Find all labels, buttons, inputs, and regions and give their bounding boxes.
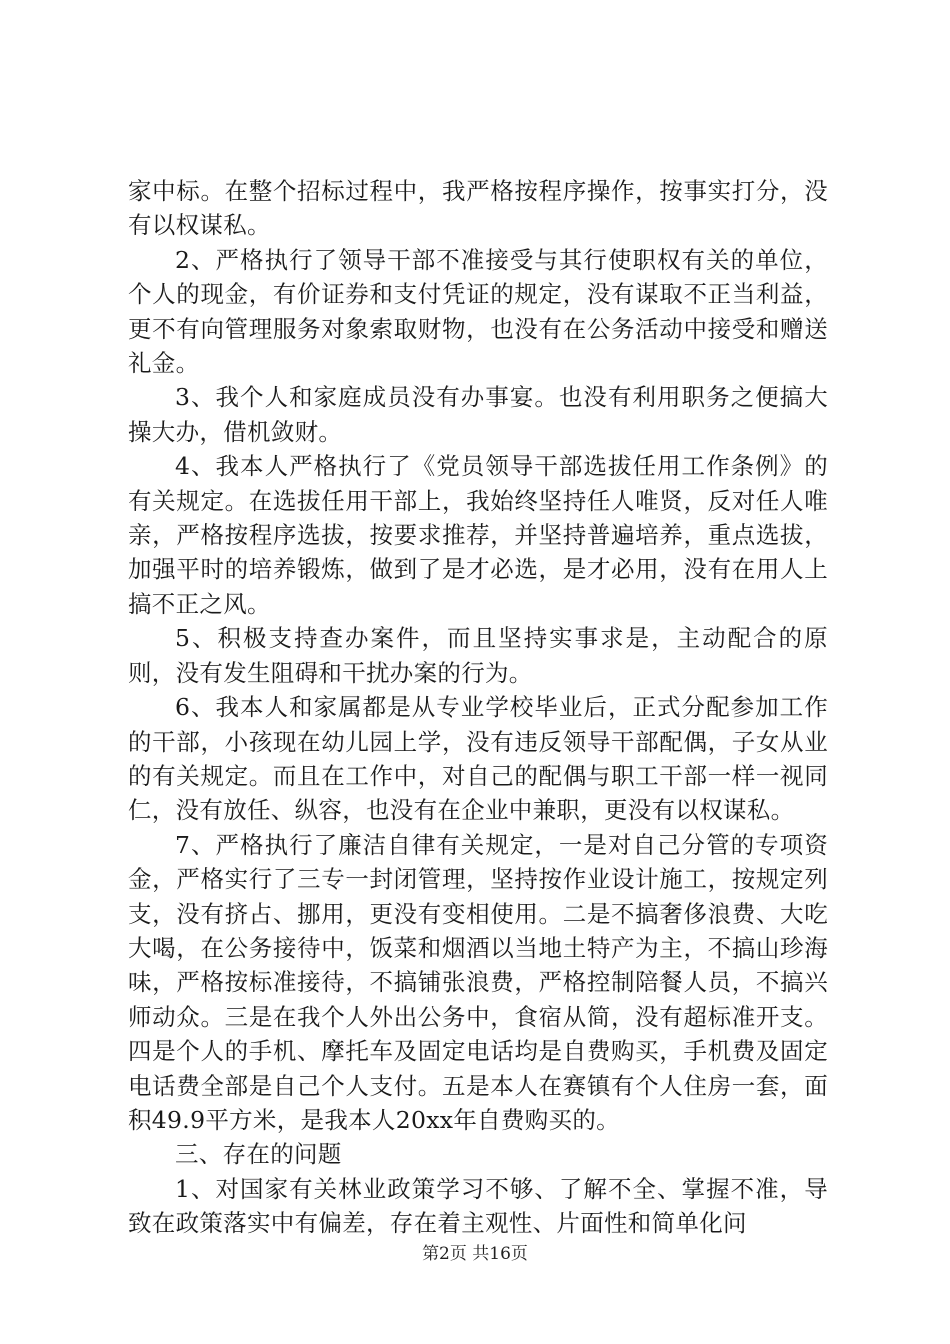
paragraph-item-2: 2、严格执行了领导干部不准接受与其行使职权有关的单位，个人的现金，有价证券和支付凭证的规定，没有谋取不正当利益，更不有向管理服务对象索取财物，也没有在公务活动中接受和赠送礼金。 <box>128 245 828 378</box>
page-number-footer: 第2页 共16页 <box>422 1244 528 1264</box>
document-body <box>128 174 828 1241</box>
paragraph-problem-1: 1、对国家有关林业政策学习不够、了解不全、掌握不准，导致在政策落实中有偏差，存在着主观性、片面性和简单化问 <box>128 1174 828 1238</box>
paragraph-item-3: 3、我个人和家庭成员没有办事宴。也没有利用职务之便搞大操大办，借机敛财。 <box>128 383 828 446</box>
paragraph-item-5: 5、积极支持查办案件，而且坚持实事求是，主动配合的原则，没有发生阻碍和干扰办案的行为。 <box>128 624 828 687</box>
section-heading: 三、存在的问题 <box>175 1140 342 1169</box>
paragraph-continuation: 家中标。在整个招标过程中，我严格按程序操作，按事实打分，没有以权谋私。 <box>128 177 828 240</box>
paragraph-item-6: 6、我本人和家属都是从专业学校毕业后，正式分配参加工作的干部，小孩现在幼儿园上学，没有违反领导干部配偶，子女从业的有关规定。而且在工作中，对自己的配偶与职工干部一样一视同仁，没有放任、纵容，也没有在企业中兼职，更没有以权谋私。 <box>128 693 828 825</box>
paragraph-item-7: 7、严格执行了廉洁自律有关规定，一是对自己分管的专项资金，严格实行了三专一封闭管理，坚持按作业设计施工，按规定列支，没有挤占、挪用，更没有变相使用。二是不搞奢侈浪费、大吃大喝，在公务接待中，饭菜和烟酒以当地土特产为主，不搞山珍海味，严格按标准接待，不搞铺张浪费，严格控制陪餐人员，不搞兴师动众。三是在我个人外出公务中，食宿从简，没有超标准开支。四是个人的手机、摩托车及固定电话均是自费购买，手机费及固定电话费全部是自己个人支付。五是本人在赛镇有个人住房一套，面积49.9平方米，是我本人20xx年自费购买的。 <box>128 830 828 1134</box>
paragraph-item-4: 4、我本人严格执行了《党员领导干部选拔任用工作条例》的有关规定。在选拔任用干部上，我始终坚持任人唯贤，反对任人唯亲，严格按程序选拔，按要求推荐，并坚持普遍培养，重点选拔，加强平时的培养锻炼，做到了是才必选，是才必用，没有在用人上搞不正之风。 <box>128 452 828 618</box>
